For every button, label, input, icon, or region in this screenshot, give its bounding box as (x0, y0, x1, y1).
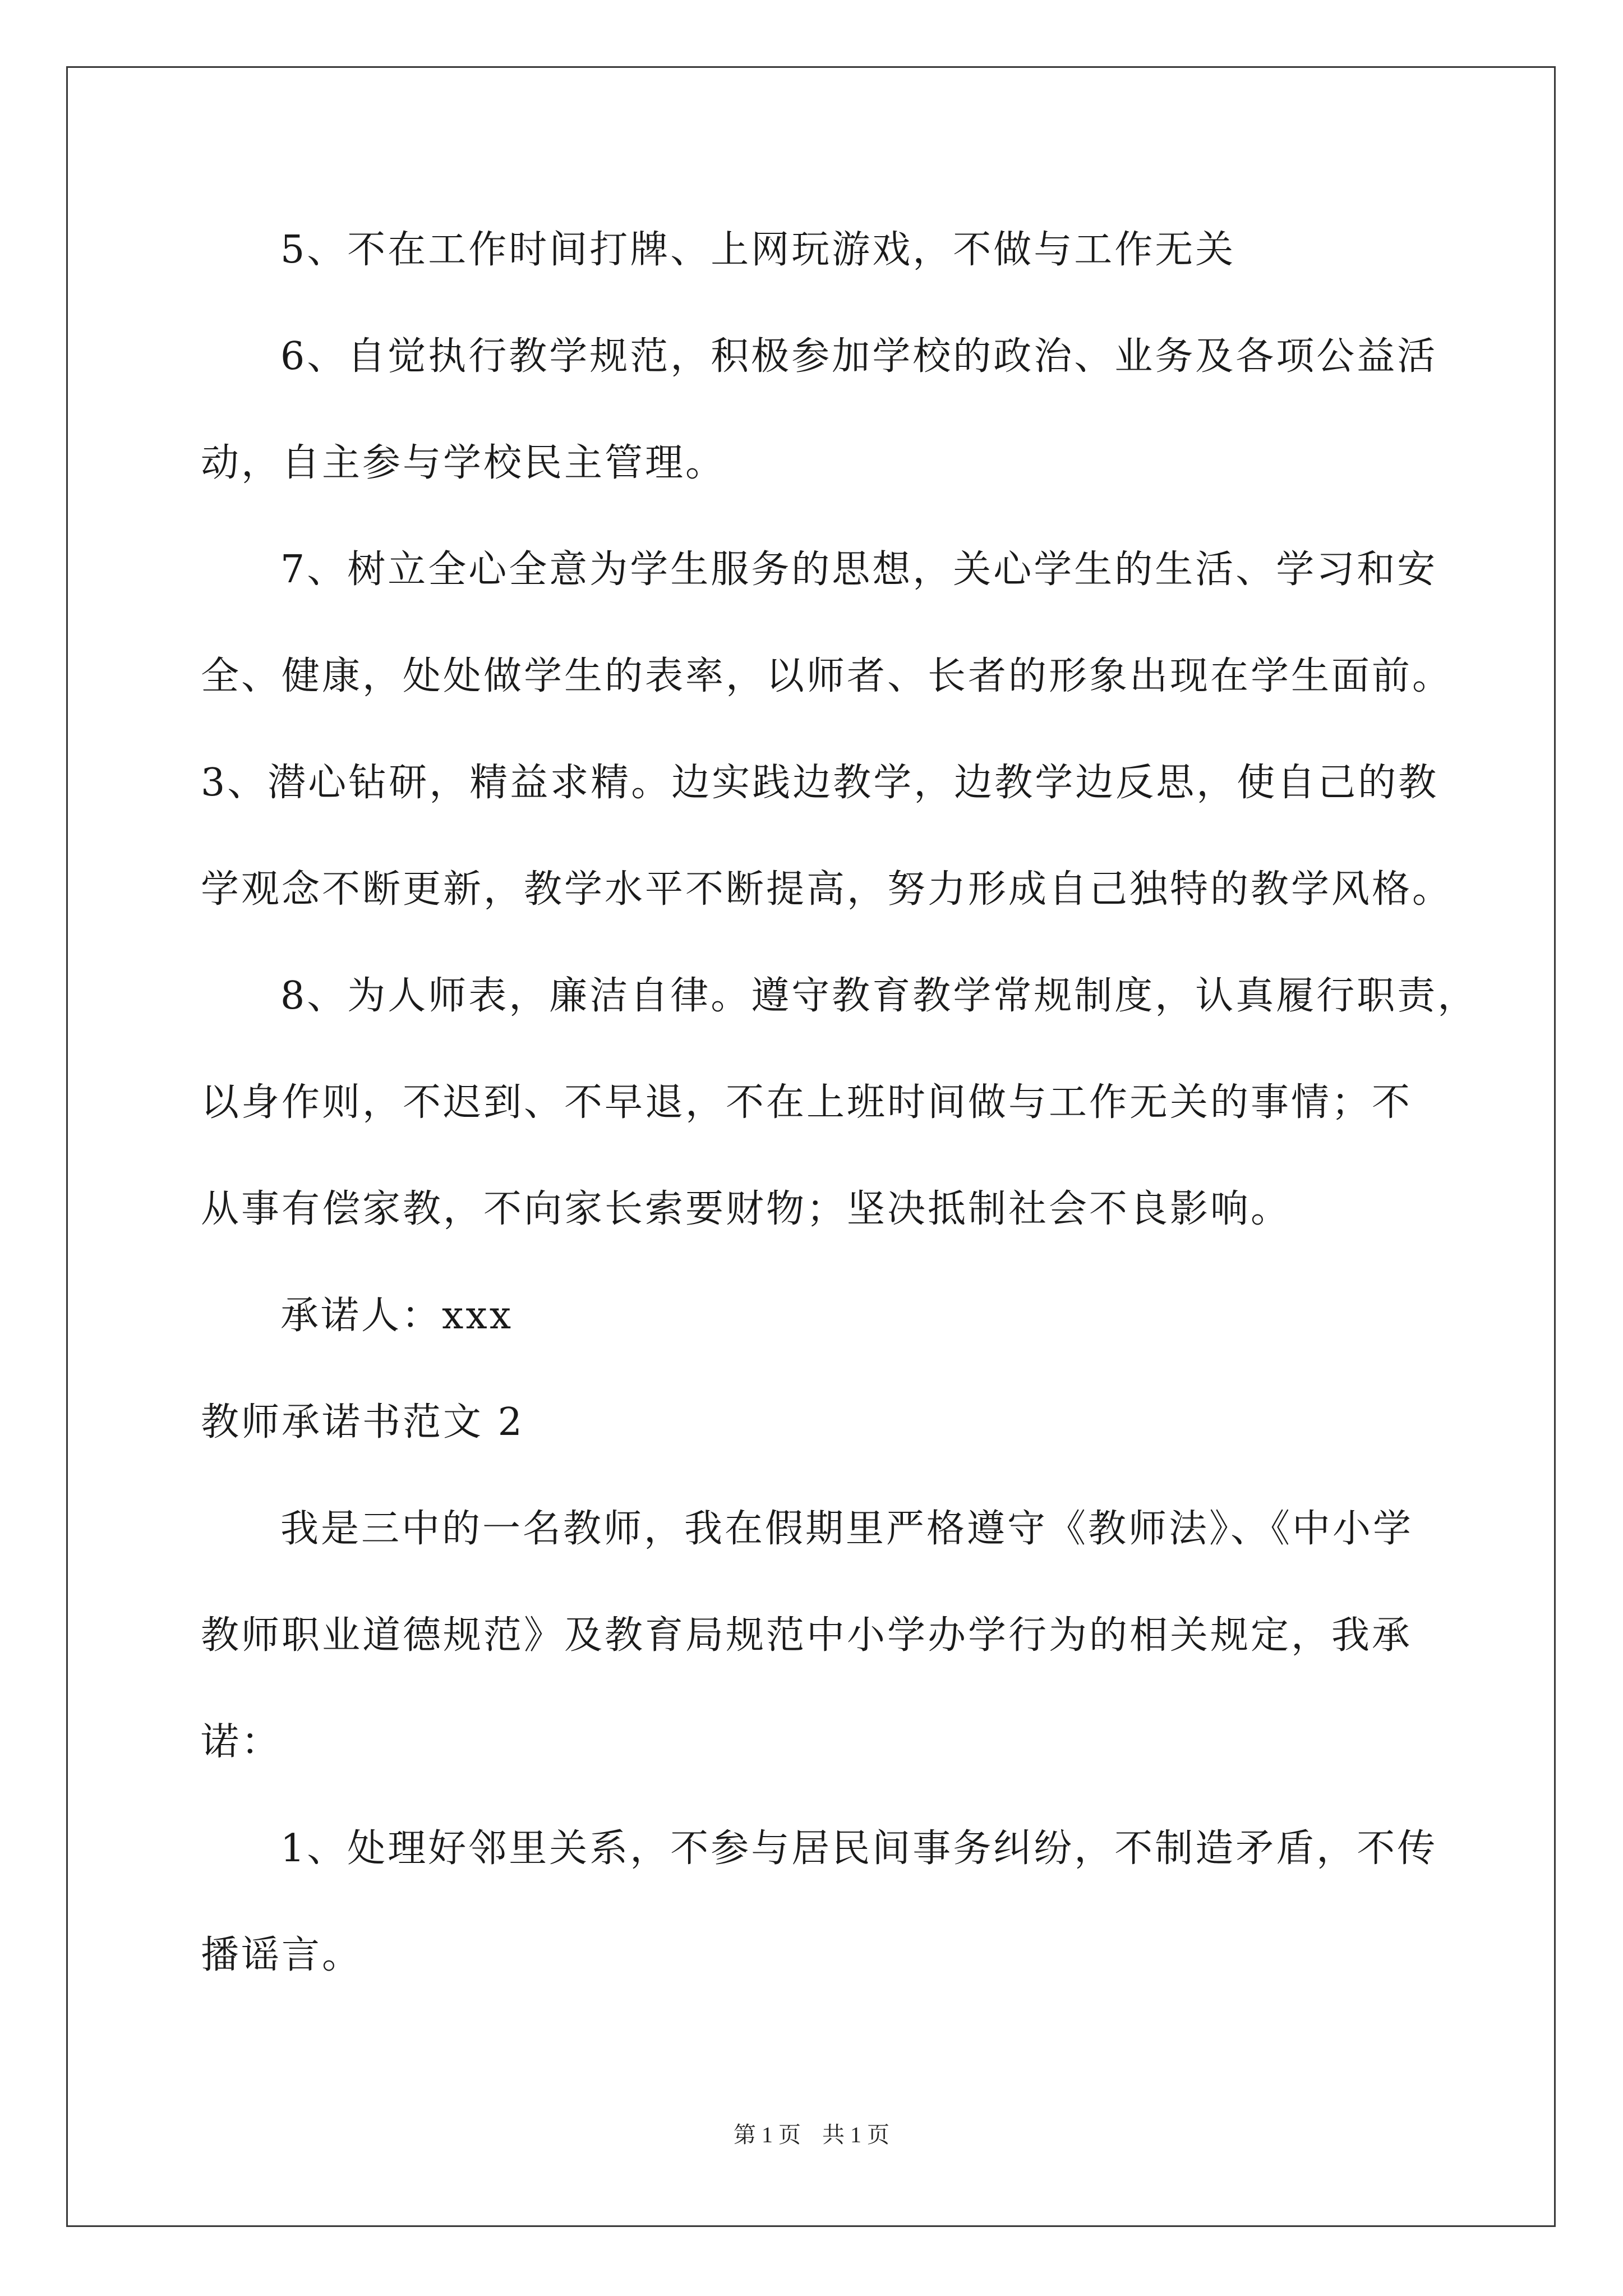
page-frame (66, 66, 1556, 2227)
signatory-line: 承诺人：xxx (280, 1294, 514, 1338)
text-line: 教师职业道德规范》及教育局规范中小学办学行为的相关规定，我承 (201, 1613, 1413, 1658)
page-number: 第 1 页 (734, 2122, 801, 2147)
text-line: 1、处理好邻里关系，不参与居民间事务纠纷，不制造矛盾，不传 (280, 1826, 1438, 1871)
page-footer (0, 2122, 1623, 2148)
text-line: 从事有偿家教，不向家长索要财物；坚决抵制社会不良影响。 (201, 1187, 1292, 1231)
text-line: 3、潜心钻研，精益求精。边实践边教学，边教学边反思，使自己的教 (201, 761, 1439, 805)
text-line: 8、为人师表，廉洁自律。遵守教育教学常规制度，认真履行职责， (280, 974, 1478, 1018)
text-line: 诺： (201, 1720, 282, 1764)
text-line: 7、树立全心全意为学生服务的思想，关心学生的生活、学习和安 (280, 547, 1438, 592)
text-line: 以身作则，不迟到、不早退，不在上班时间做与工作无关的事情；不 (201, 1080, 1413, 1125)
text-line: 全、健康，处处做学生的表率，以师者、长者的形象出现在学生面前。 (201, 654, 1453, 698)
text-line: 我是三中的一名教师，我在假期里严格遵守《教师法》、《中小学 (280, 1507, 1414, 1551)
text-line: 动，自主参与学校民主管理。 (201, 441, 726, 485)
text-line: 5、不在工作时间打牌、上网玩游戏，不做与工作无关 (280, 228, 1236, 272)
text-line: 播谣言。 (201, 1933, 363, 1977)
page-total: 共 1 页 (822, 2122, 889, 2147)
section-title: 教师承诺书范文 2 (201, 1400, 524, 1444)
text-line: 6、自觉执行教学规范，积极参加学校的政治、业务及各项公益活 (280, 334, 1438, 379)
text-line: 学观念不断更新，教学水平不断提高，努力形成自己独特的教学风格。 (201, 867, 1453, 912)
